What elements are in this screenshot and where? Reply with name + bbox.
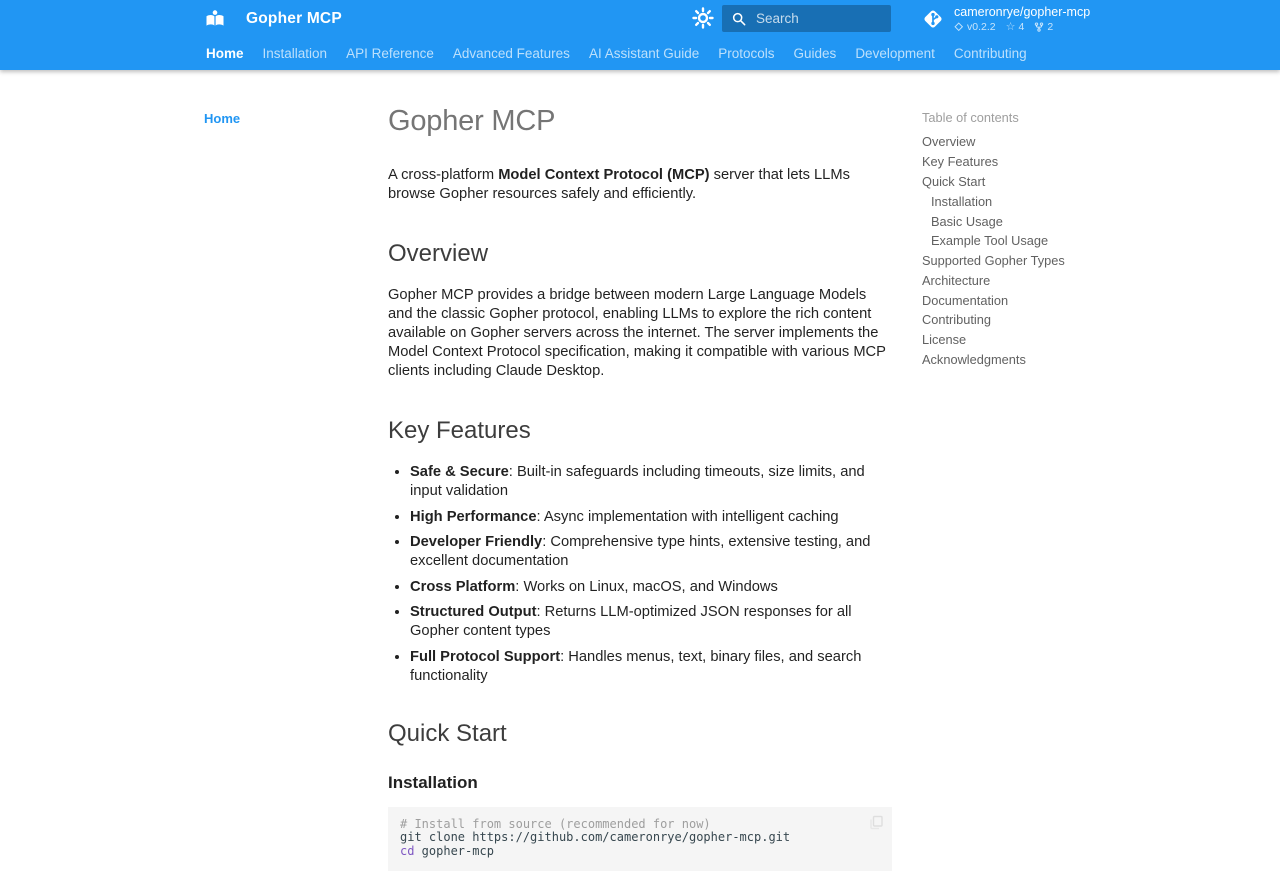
features-list [388, 463, 892, 686]
nav-tabs [0, 38, 1280, 70]
repo-forks: 2 [1034, 21, 1053, 33]
tag-icon [954, 22, 964, 32]
code-block [388, 807, 892, 871]
star-icon: ☆ [1005, 20, 1016, 33]
fork-icon [1034, 22, 1044, 32]
main-content [388, 70, 892, 871]
tab-protocols[interactable]: Protocols [718, 46, 775, 61]
repo-name: cameronrye/gopher-mcp [954, 5, 1091, 19]
tab-home[interactable]: Home [206, 46, 244, 61]
toc-item-acknowledgments[interactable]: Acknowledgments [922, 351, 1026, 367]
toc-item-basic-usage[interactable]: Basic Usage [931, 213, 1003, 229]
toc-item-quick-start[interactable]: Quick Start [922, 173, 986, 189]
toc-item-architecture[interactable]: Architecture [922, 272, 991, 288]
toc-item-supported-gopher-types[interactable]: Supported Gopher Types [922, 253, 1065, 269]
code-line: cd gopher-mcp [400, 844, 494, 859]
theme-toggle-icon[interactable] [691, 6, 715, 30]
list-item: • Full Protocol Support: Handles menus, text, binary files, and search functionality [410, 648, 892, 686]
toc-item-overview[interactable]: Overview [922, 134, 976, 150]
code-line: # Install from source (recommended for now) [400, 816, 711, 831]
overview-paragraph: Gopher MCP provides a bridge between modern Large Language Models and the classic Gopher protocol, enabling LLMs to explore the rich content available on Gopher servers across the internet. The server implements the Model Context Protocol specification, making it compatible with various MCP clients including Claude Desktop. [388, 287, 886, 379]
tab-installation[interactable]: Installation [262, 46, 328, 61]
toc-item-key-features[interactable]: Key Features [922, 154, 999, 170]
list-item: • Structured Output: Returns LLM-optimized JSON responses for all Gopher content types [410, 603, 892, 641]
toc-item-documentation[interactable]: Documentation [922, 292, 1009, 308]
list-item: • Cross Platform: Works on Linux, macOS, and Windows [410, 578, 892, 597]
site-logo-icon[interactable] [203, 7, 227, 31]
toc-item-example-tool-usage[interactable]: Example Tool Usage [931, 233, 1049, 249]
tab-api-reference[interactable]: API Reference [346, 46, 434, 61]
toc-title: Table of contents [922, 110, 1019, 125]
site-title: Gopher MCP [246, 10, 342, 27]
tab-advanced-features[interactable]: Advanced Features [452, 46, 570, 61]
git-icon [920, 6, 946, 32]
toc-item-license[interactable]: License [922, 332, 967, 348]
copy-icon[interactable] [869, 815, 884, 830]
table-of-contents [922, 70, 1152, 369]
toc-item-contributing[interactable]: Contributing [922, 312, 992, 328]
app-header [0, 0, 1280, 70]
tab-guides[interactable]: Guides [793, 46, 837, 61]
page-title: Gopher MCP [388, 105, 556, 137]
repo-meta [954, 5, 1090, 33]
toc-item-installation[interactable]: Installation [931, 193, 993, 209]
sidebar-nav [204, 70, 388, 128]
list-item: • High Performance: Async implementation with intelligent caching [410, 508, 892, 527]
repo-stars: ☆ 4 [1005, 20, 1025, 33]
sidebar-item-home[interactable]: Home [204, 111, 241, 126]
heading-key-features: Key Features [388, 417, 531, 444]
search-bar[interactable] [722, 5, 891, 32]
heading-installation: Installation [388, 772, 478, 792]
repo-facts [954, 21, 1090, 33]
page-body [0, 70, 1280, 871]
repo-version: v0.2.2 [954, 21, 996, 33]
tab-contributing[interactable]: Contributing [953, 46, 1027, 61]
search-input[interactable] [754, 10, 874, 27]
list-item: • Safe & Secure: Built-in safeguards including timeouts, size limits, and input validation [410, 463, 892, 501]
search-icon [731, 11, 747, 27]
list-item: • Developer Friendly: Comprehensive type hints, extensive testing, and excellent documentation [410, 533, 892, 571]
intro-paragraph: A cross-platform Model Context Protocol (MCP) server that lets LLMs browse Gopher resources safely and efficiently. [388, 167, 850, 202]
heading-quick-start: Quick Start [388, 719, 507, 747]
code-line: git clone https://github.com/cameronrye/gopher-mcp.git [400, 830, 791, 845]
tab-ai-assistant-guide[interactable]: AI Assistant Guide [588, 46, 700, 61]
heading-overview: Overview [388, 240, 489, 267]
repo-link[interactable] [920, 5, 1090, 33]
header-top-row [0, 0, 1280, 38]
tab-development[interactable]: Development [855, 46, 935, 61]
